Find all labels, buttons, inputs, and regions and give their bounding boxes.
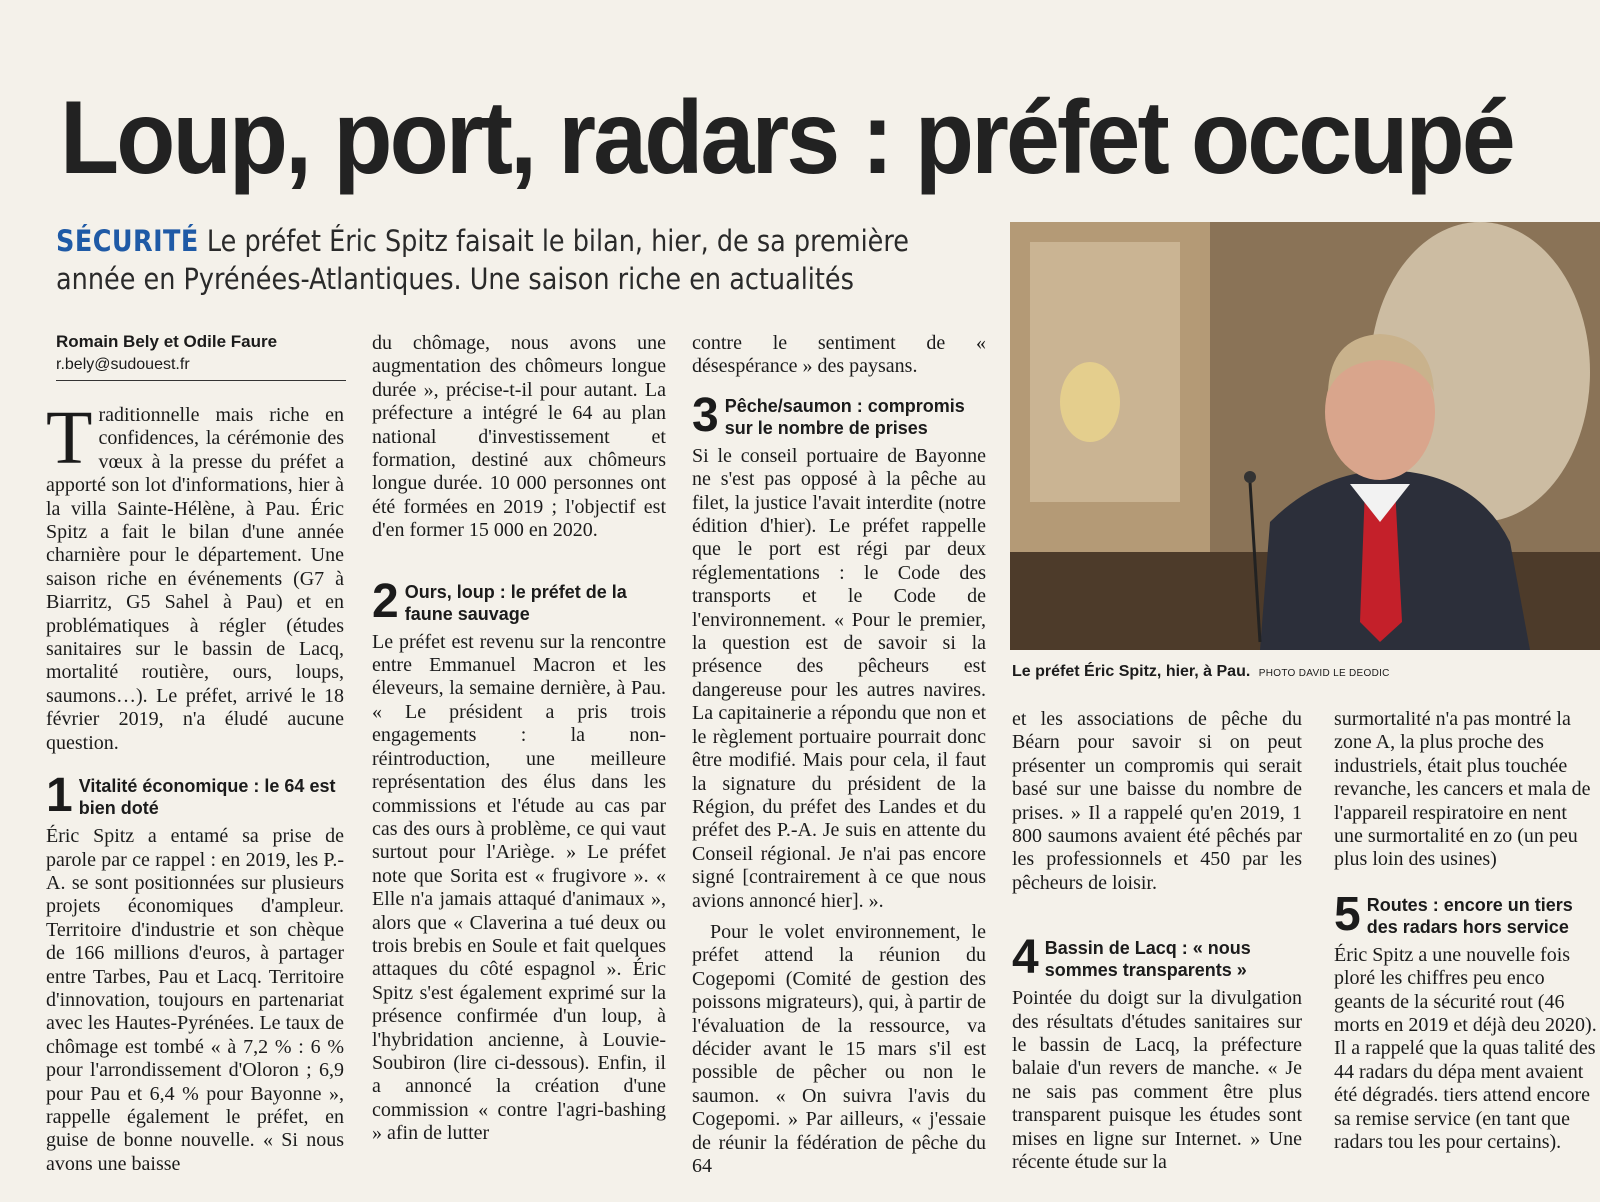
section-5-text: Éric Spitz a une nouvelle fois ploré les chiffres peu enco geants de la sécurité rout (46 morts en 2019 et déjà deu 2020). Il a rappelé que la quas talité des 44 radars du dépa ment avaient été dégradés. tiers attend encore sa remise service (en tant que radars tou les pour certains). [1334,943,1597,1154]
section-number: 5 [1334,887,1361,941]
photo-credit: PHOTO DAVID LE DEODIC [1258,668,1390,679]
paragraph: contre le sentiment de « désespérance » des paysans. [692,332,986,378]
section-number: 2 [372,574,399,628]
section-title: Vitalité économique : le 64 est bien doté [78,776,336,819]
section-2-text: Le préfet est revenu sur la rencontre entre Emmanuel Macron et les éleveurs, la semaine dernière, à Pau. « Le président a pris trois engagements : la non-réintroduction, une meilleure représentation des élus dans les commissions et l'étude au cas par cas des ours à problème, ce qui vaut surtout pour l'Ariège. » Le préfet note que Sorita est « frugivore ». « Elle n'a jamais attaqué d'animaux », alors que « Claverina a tué deux ou trois brebis en Soule et fait quelques attaques du côté espagnol ». Éric Spitz s'est également exprimé sur la présence confirmée d'un loup, à l'hybridation ancienne, à Louvie-Soubiron (lire ci-dessous). Enfin, il a annoncé la création d'une commission « contre l'agri-bashing » afin de lutter [372,630,666,1145]
article-column-4 [1012,708,1302,1202]
article-column-2 [372,332,666,1202]
photo-illustration [1010,222,1600,650]
byline: Romain Bely et Odile Faure [56,332,278,351]
article-column-1 [46,404,344,1202]
intro-paragraph: raditionnelle mais riche en confidences, la cérémonie des vœux à la presse du préfet a apporté son lot d'informations, hier à la villa Sainte-Hélène, à Pau. Éric Spitz a fait le bilan d'une année charnière pour le département. Une saison riche en événements (G7 à Biarritz, G5 Sahel à Pau) et en problématiques à régler (études sanitaires sur le bassin de Lacq, mortalité routière, ours, loups, saumons…). Le préfet, arrivé le 18 février 2019, n'a éludé aucune question. [46,404,344,754]
article-column-5 [1334,708,1600,1202]
photo-caption [1012,663,1390,681]
photo-prefect [1010,222,1600,650]
section-3-text: Si le conseil portuaire de Bayonne ne s'est pas opposé à la pêche au filet, la justice l'avait interdite (notre édition d'hier). Le préfet rappelle que le port est régi par deux réglementations : le Code des transports et le Code de l'environnement. « Pour le premier, la question est de savoir si la présence des pêcheurs est dangereuse pour les autres navires. La capitainerie a répondu que non et le règlement portuaire pourrait donc être modifié. Mais pour cela, il faut la signature du président de la Région, du préfet des Landes et du préfet des P.-A. Je suis en attente du Conseil régional. Je n'ai pas encore signé [contrairement à ce que nous avions annoncé hier]. ». [692,444,986,912]
section-2-heading [372,574,666,628]
article-column-3 [692,332,986,1202]
section-5-heading [1334,887,1600,941]
headline: Loup, port, radars : préfet occupé [60,80,1513,196]
dek-text: Le préfet Éric Spitz faisait le bilan, hier, de sa première année en Pyrénées-Atlantiques. Une saison riche en actualités [56,224,909,296]
dropcap: T [46,404,93,480]
section-title: Routes : encore un tiers des radars hors service [1366,894,1573,937]
paragraph: et les associations de pêche du Béarn pour savoir si on peut présenter un compromis qui serait basé sur une baisse du nombre de prises. » Il a rappelé qu'en 2019, 1 800 saumons avaient été pêchés par les professionnels et 450 par les pêcheurs de loisir. [1012,708,1302,894]
dek [56,222,936,298]
byline-rule [56,380,346,381]
section-title: Pêche/saumon : compromis sur le nombre de prises [724,395,965,438]
section-1-text: Éric Spitz a entamé sa prise de parole par ce rappel : en 2019, les P.-A. se sont positionnées sur plusieurs projets économiques d'ampleur. Territoire d'industrie et son chèque de 166 millions d'euros, à partager entre Tarbes, Pau et Lacq. Territoire d'innovation, toujours en partenariat avec les Hautes-Pyrénées. Le taux de chômage est tombé « à 7,2 % : 6 % pour l'arrondissement d'Oloron ; 6,9 pour Pau et 6,4 % pour Bayonne », rappelle également le préfet, en guise de bonne nouvelle. « Si nous avons une baisse [46,825,344,1175]
paragraph: Pour le volet environnement, le préfet attend la réunion du Cogepomi (Comité de gestion des poissons migrateurs), qui, à partir de l'évaluation de la ressource, va décider avant le 15 mars s'il est possible de pêcher ou non le saumon. « On suivra l'avis du Cogepomi. » Par ailleurs, « j'essaie de réunir la fédération de pêche du 64 [692,920,986,1177]
section-number: 3 [692,388,719,442]
author-email: r.bely@sudouest.fr [56,356,190,373]
section-title: Ours, loup : le préfet de la faune sauvage [404,581,627,624]
section-4-text: Pointée du doigt sur la divulgation des résultats d'études sanitaires sur le bassin de Lacq, la préfecture balaie d'un revers de manche. « Je ne sais pas comment être plus transparent puisque les études sont mises en ligne sur Internet. » Une récente étude sur la [1012,987,1302,1174]
paragraph: du chômage, nous avons une augmentation des chômeurs longue durée », précise-t-il pour autant. La préfecture a intégré le 64 au plan national d'investissement et formation, destiné aux chômeurs longue durée. 10 000 personnes ont été formées en 2019 ; l'objectif est d'en former 15 000 en 2020. [372,332,666,542]
paragraph: surmortalité n'a pas montré la zone A, la plus proche des industriels, était plus touchée revanche, les cancers et mala de l'appareil respiratoire en nent une surmortalité en zo (un peu plus loin des usines) [1334,708,1591,871]
section-4-heading [1012,931,1302,985]
section-3-heading [692,388,986,442]
section-number: 1 [46,769,73,823]
section-1-heading [46,769,344,823]
caption-text: Le préfet Éric Spitz, hier, à Pau. [1012,663,1251,680]
section-title: Bassin de Lacq : « nous sommes transparents » [1044,938,1251,981]
dek-kicker: SÉCURITÉ [56,224,199,258]
section-number: 4 [1012,931,1039,985]
